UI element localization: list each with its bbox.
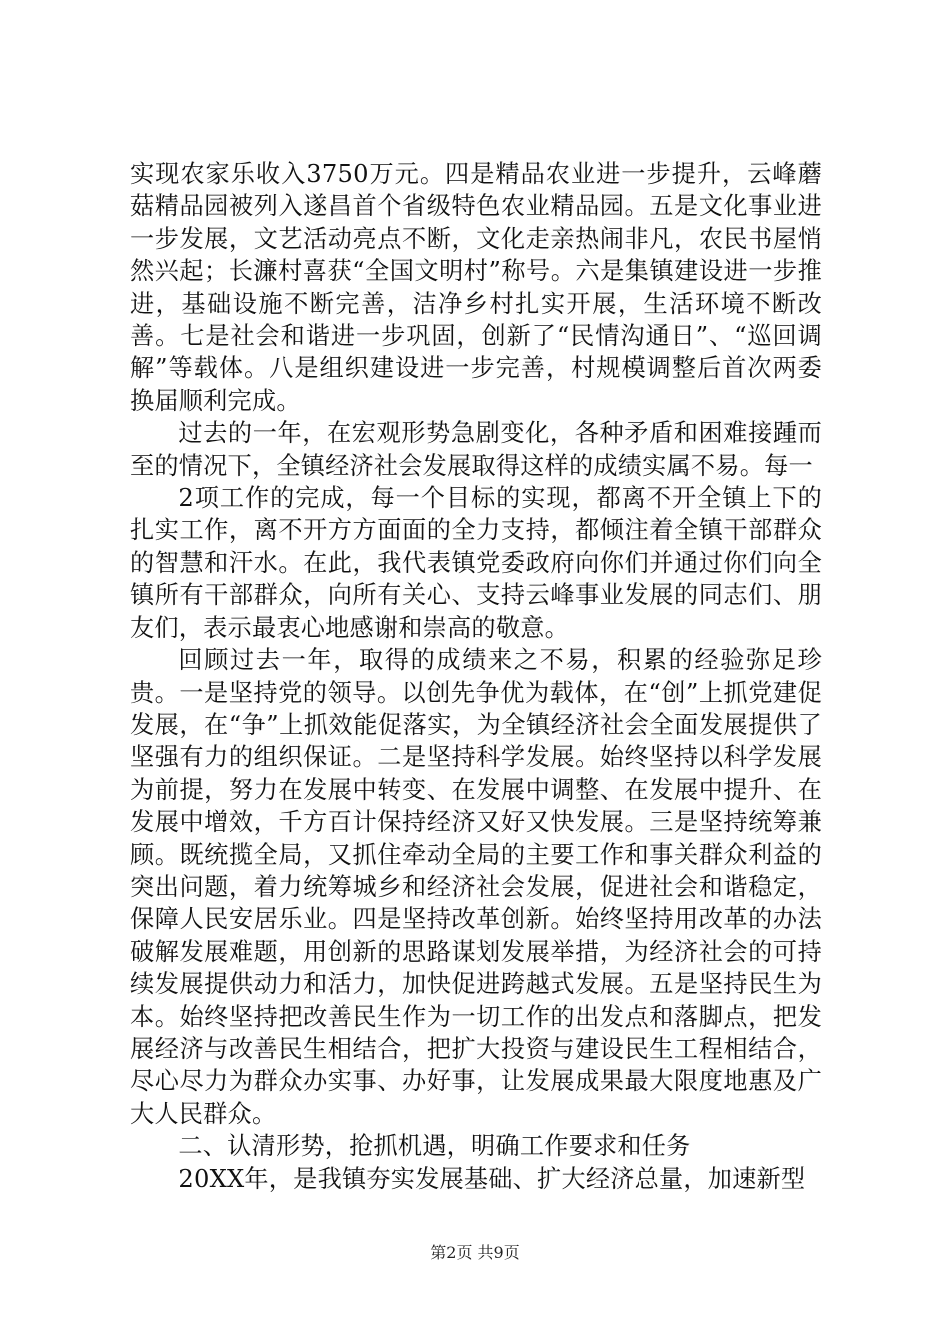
paragraph-thanks: 2项工作的完成，每一个目标的实现，都离不开全镇上下的扎实工作，离不开方方面面的全力支持，都倾注着全镇干部群众的智慧和汗水。在此，我代表镇党委政府向你们并通过你们向全镇所有干部群众，向所有关心、支持云峰事业发展的同志们、朋友们，表示最衷心地感谢和崇高的敬意。 bbox=[130, 484, 822, 642]
paragraph-new-year: 20XX年，是我镇夯实发展基础、扩大经济总量，加速新型 bbox=[178, 1164, 806, 1193]
page-footer: 第2页 共9页 bbox=[430, 1243, 520, 1262]
paragraph-achievements-continued: 实现农家乐收入3750万元。四是精品农业进一步提升，云峰蘑菇精品园被列入遂昌首个省级特色农业精品园。五是文化事业进一步发展，文艺活动亮点不断，文化走亲热闹非凡，农民书屋悄然兴起；长濂村喜获“全国文明村”称号。六是集镇建设进一步推进，基础设施不断完善，洁净乡村扎实开展，生活环境不断改善。七是社会和谐进一步巩固，创新了“民情沟通日”、“巡回调解”等载体。八是组织建设进一步完善，村规模调整后首次两委换届顺利完成。 bbox=[130, 160, 822, 415]
document-body bbox=[130, 158, 822, 1195]
paragraph-past-year: 过去的一年，在宏观形势急剧变化，各种矛盾和困难接踵而至的情况下，全镇经济社会发展取得这样的成绩实属不易。每一 bbox=[130, 419, 822, 480]
paragraph-experience: 回顾过去一年，取得的成绩来之不易，积累的经验弥足珍贵。一是坚持党的领导。以创先争优为载体，在“创”上抓党建促发展，在“争”上抓效能促落实，为全镇经济社会全面发展提供了坚强有力的组织保证。二是坚持科学发展。始终坚持以科学发展为前提，努力在发展中转变、在发展中调整、在发展中提升、在发展中增效，千方百计保持经济又好又快发展。三是坚持统筹兼顾。既统揽全局，又抓住牵动全局的主要工作和事关群众利益的突出问题，着力统筹城乡和经济社会发展，促进社会和谐稳定，保障人民安居乐业。四是坚持改革创新。始终坚持用改革的办法破解发展难题，用创新的思路谋划发展举措，为经济社会的可持续发展提供动力和活力，加快促进跨越式发展。五是坚持民生为本。始终坚持把改善民生作为一切工作的出发点和落脚点，把发展经济与改善民生相结合，把扩大投资与建设民生工程相结合，尽心尽力为群众办实事、办好事，让发展成果最大限度地惠及广大人民群众。 bbox=[130, 646, 822, 1128]
section-heading-two: 二、认清形势，抢抓机遇，明确工作要求和任务 bbox=[178, 1132, 691, 1161]
